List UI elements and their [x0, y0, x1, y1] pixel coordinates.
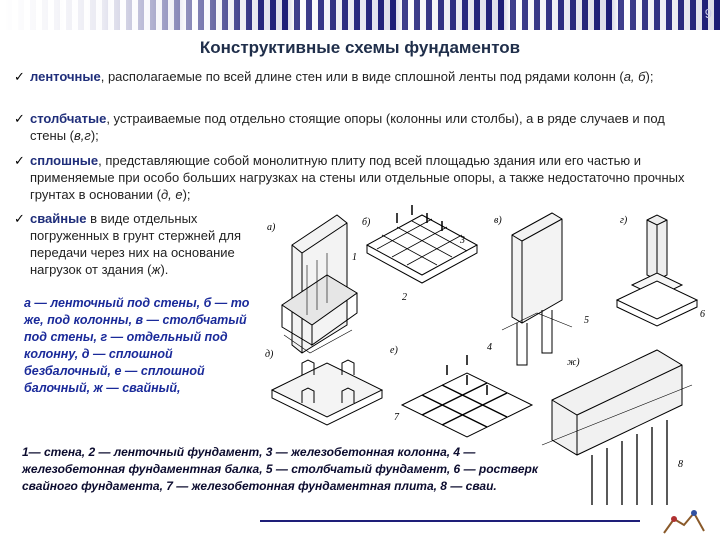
item-text: в виде отдельных погруженных в грунт стержней для передачи через них на основание нагрузок от здания ( [30, 211, 242, 277]
label-n7: 7 [394, 412, 399, 423]
caption-parts-legend: 1— стена, 2 — ленточный фундамент, 3 — железобетонная колонна, 4 — железобетонная фундаментная балка, 5 — столбчатый фундамент, 6 — ростверк свайного фундамента, 7 — железобетонная фундаментная плита, 8 — сваи. [22, 445, 538, 493]
keyword: столбчатые [30, 111, 107, 126]
checkmark-icon: ✓ [14, 111, 25, 126]
label-d: д) [265, 349, 274, 360]
drawing-zh-pile [542, 350, 692, 505]
slide-number: 9 [704, 6, 712, 21]
label-n2: 2 [402, 292, 407, 303]
item-refs: в,г [74, 128, 91, 143]
bullet-item-pile [14, 210, 245, 278]
item-text: , располагаемые по всей длине стен или в виде сплошной ленты под рядами колонн ( [100, 69, 624, 84]
header-band [0, 0, 720, 30]
keyword: ленточные [30, 69, 101, 84]
item-text: , представляющие собой монолитную плиту под всей площадью здания или его частью и применяемые при особо больших нагрузках на стены или отдельные опоры, а также недостаточно прочных грунтах в основании ( [30, 153, 685, 202]
item-refs: а, б [623, 69, 646, 84]
caption-foundation-types: а — ленточный под стены, б — то же, под колонны, в — столбчатый под стены, г — отдельный под колонну, д — сплошной безбалочный, е — сплошной балочный, ж — свайный, [24, 296, 250, 395]
item-tail: ); [90, 128, 99, 143]
label-n4: 4 [487, 342, 492, 353]
item-tail: ); [182, 187, 191, 202]
keyword: свайные [30, 211, 87, 226]
item-refs: ж [151, 262, 161, 277]
label-e: е) [390, 345, 398, 356]
item-refs: д, е [160, 187, 183, 202]
checkmark-icon: ✓ [14, 153, 25, 168]
item-tail: ); [645, 69, 654, 84]
label-b: б) [362, 217, 371, 228]
label-a: а) [267, 222, 276, 233]
label-n3: 3 [460, 235, 465, 246]
keyword: сплошные [30, 153, 99, 168]
foundation-drawings [262, 205, 714, 505]
item-text: , устраиваемые под отдельно стоящие опоры (колонны или столбы), а в ряде случаев и под стены ( [30, 111, 665, 143]
corner-logo-icon [660, 505, 708, 537]
drawing-a-strip-wall [282, 215, 357, 353]
drawing-g-single-column [617, 215, 697, 326]
slide-title: Конструктивные схемы фундаментов [199, 38, 521, 57]
label-n8: 8 [678, 459, 683, 470]
item-tail: ). [160, 262, 169, 277]
bullet-item-column [14, 110, 685, 144]
bullet-item-solid [14, 152, 685, 203]
drawing-d-solid-slab [272, 360, 382, 425]
label-n6: 6 [700, 309, 705, 320]
label-v: в) [494, 215, 502, 226]
drawing-v-column-wall [502, 213, 572, 365]
label-g: г) [620, 215, 628, 226]
label-zh: ж) [567, 357, 580, 368]
checkmark-icon: ✓ [14, 211, 25, 226]
footer-divider [260, 520, 640, 522]
header-fade [0, 0, 260, 30]
label-n5: 5 [584, 315, 589, 326]
drawing-e-beam-slab [402, 355, 532, 437]
checkmark-icon: ✓ [14, 69, 25, 84]
bullet-item-strip [14, 68, 685, 85]
label-n1: 1 [352, 252, 357, 263]
